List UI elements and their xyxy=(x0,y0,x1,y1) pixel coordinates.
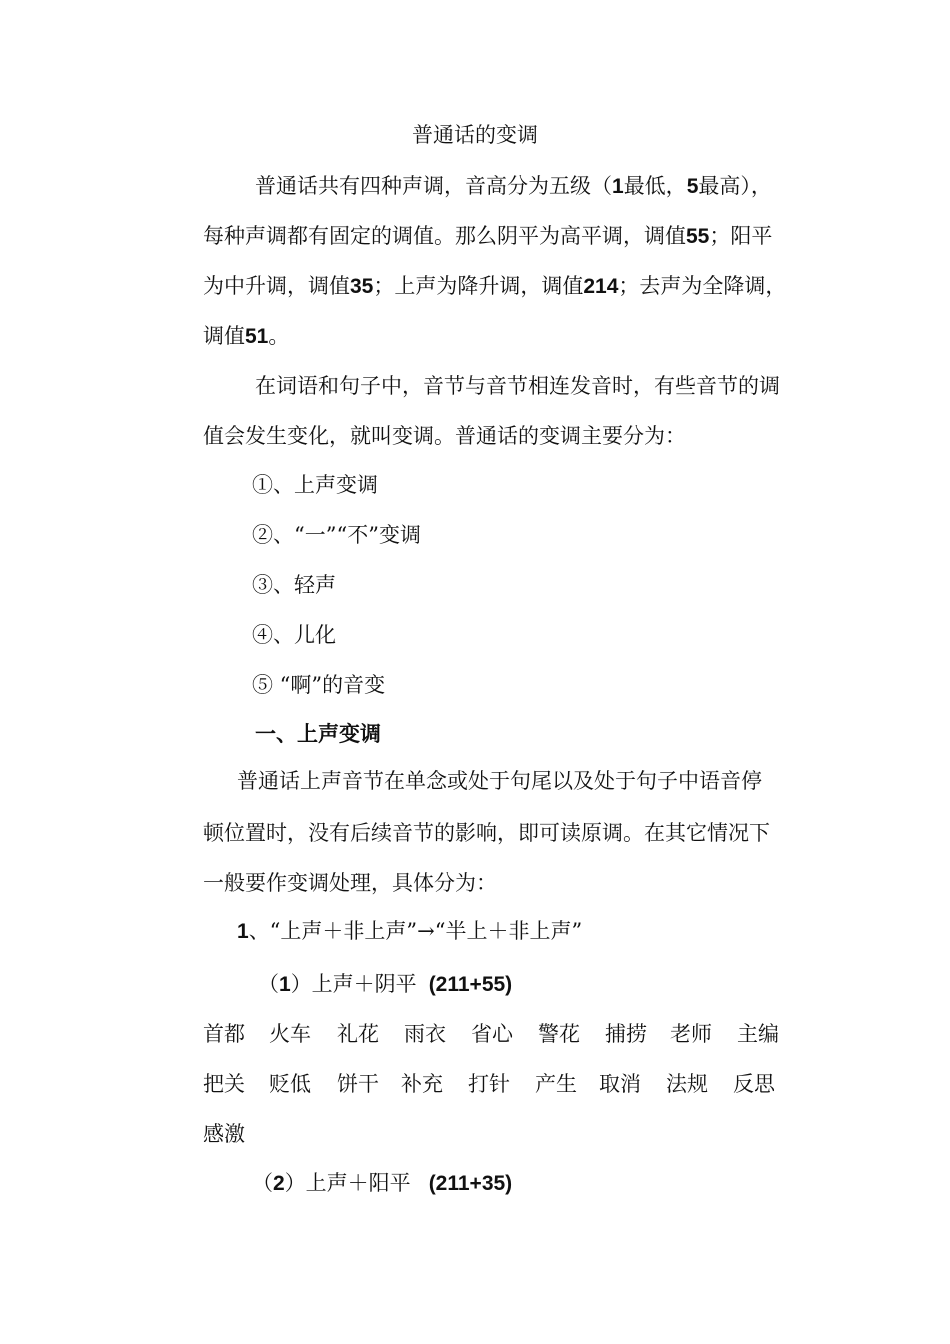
word: 把关 xyxy=(203,1072,245,1096)
word: 火车 xyxy=(269,1022,311,1046)
word: 省心 xyxy=(471,1022,513,1046)
word: 感激 xyxy=(203,1122,245,1146)
subheading-1: （1）上声＋阴平 (211+55) xyxy=(258,972,513,996)
word: 老师 xyxy=(670,1022,712,1046)
list-item: ①、上声变调 xyxy=(252,473,378,497)
word: 警花 xyxy=(538,1022,580,1046)
intro-line-1: 普通话共有四种声调，音高分为五级（1最低，5最高）， xyxy=(255,174,772,198)
list-item: ⑤ “啊”的音变 xyxy=(252,673,386,697)
word: 补充 xyxy=(401,1072,443,1096)
intro-line-3: 为中升调，调值35；上声为降升调，调值214；去声为全降调， xyxy=(203,274,787,298)
section-heading: 一、上声变调 xyxy=(255,721,381,746)
intro-line-4: 调值51。 xyxy=(203,324,290,348)
list-item: ④、儿化 xyxy=(252,623,336,647)
section-para-line-3: 一般要作变调处理，具体分为： xyxy=(203,871,497,895)
page-title: 普通话的变调 xyxy=(412,123,538,147)
word: 雨衣 xyxy=(404,1022,446,1046)
word-row-1 xyxy=(203,1020,823,1048)
para2-line-2: 值会发生变化，就叫变调。普通话的变调主要分为： xyxy=(203,424,686,448)
word: 主编 xyxy=(737,1022,779,1046)
list-item: ③、轻声 xyxy=(252,573,336,597)
word-row-3 xyxy=(203,1120,823,1148)
word: 反思 xyxy=(733,1072,775,1096)
word: 取消 xyxy=(599,1072,641,1096)
para2-line-1: 在词语和句子中，音节与音节相连发音时，有些音节的调 xyxy=(255,374,780,398)
word: 产生 xyxy=(535,1072,577,1096)
section-para-line-1: 普通话上声音节在单念或处于句尾以及处于句子中语音停 xyxy=(237,769,762,793)
word: 贬低 xyxy=(269,1072,311,1096)
rule-line: 1、“上声＋非上声”→“半上＋非上声” xyxy=(237,919,583,943)
word: 首都 xyxy=(203,1022,245,1046)
word: 饼干 xyxy=(337,1072,379,1096)
word: 打针 xyxy=(468,1072,510,1096)
section-para-line-2: 顿位置时，没有后续音节的影响，即可读原调。在其它情况下 xyxy=(203,821,770,845)
subheading-2: （2）上声＋阳平 (211+35) xyxy=(252,1171,513,1195)
word: 捕捞 xyxy=(605,1022,647,1046)
word-row-2 xyxy=(203,1070,823,1098)
word: 法规 xyxy=(666,1072,708,1096)
intro-line-2: 每种声调都有固定的调值。那么阴平为高平调，调值55；阳平 xyxy=(203,224,773,248)
list-item: ②、“一”“不”变调 xyxy=(252,523,421,547)
word: 礼花 xyxy=(337,1022,379,1046)
